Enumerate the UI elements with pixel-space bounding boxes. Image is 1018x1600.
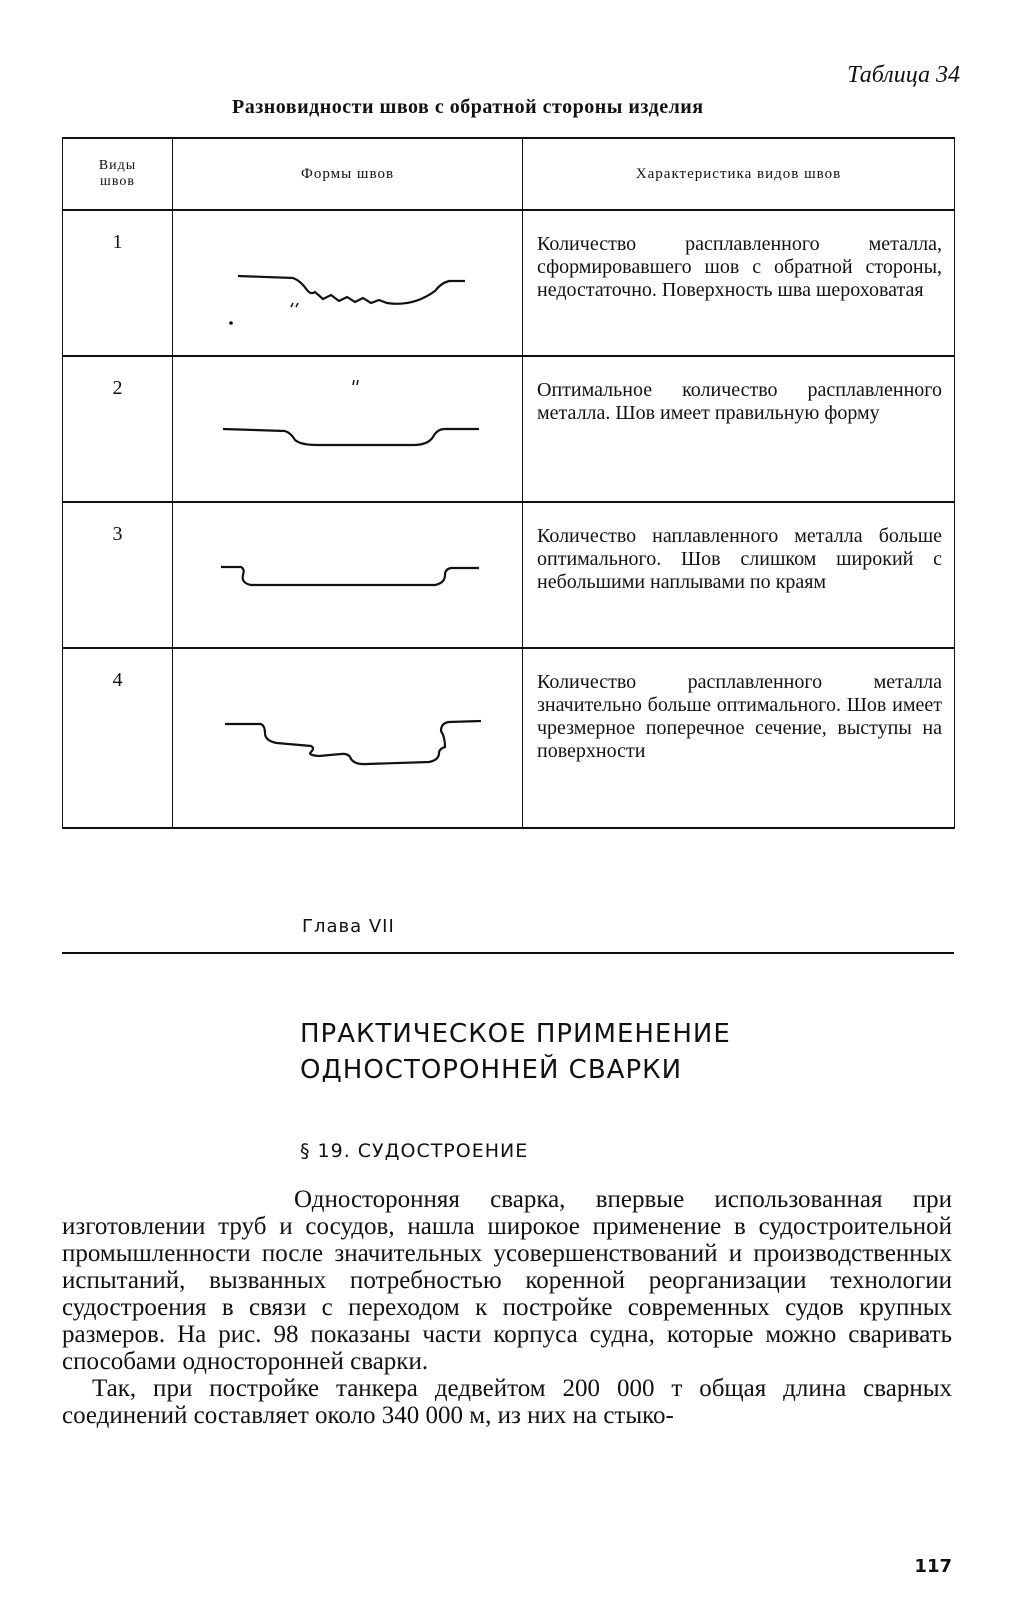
table-number: Таблица 34 — [847, 62, 960, 88]
shallow-rough-seam-icon — [173, 211, 523, 351]
table-row — [63, 210, 955, 356]
section-title: § 19. СУДОСТРОЕНИЕ — [300, 1140, 529, 1162]
chapter-title-line-1: ПРАКТИЧЕСКОЕ ПРИМЕНЕНИЕ — [300, 1019, 731, 1049]
chapter-label: Глава VII — [302, 916, 395, 937]
seam-description: Количество расплавленного металла значительно больше оптимального. Шов имеет чрезмерное поперечное сечение, выступы на поверхности — [523, 648, 955, 828]
header-seam-shapes: Формы швов — [173, 138, 523, 210]
paragraph: Односторонняя сварка, впервые использованная при изготовлении труб и сосудов, нашла широкое применение в судостроительной промышленности после значительных усовершенствований и производственных испытаний, вызванных потребностью коренной реорганизации технологии судостроения в связи с переходом к постройке современных судов крупных размеров. На рис. 98 показаны части корпуса судна, которые можно сваривать способами односторонней сварки. — [62, 1186, 952, 1375]
seam-description: Оптимальное количество расплавленного металла. Шов имеет правильную форму — [523, 356, 955, 502]
seam-number: 1 — [63, 210, 173, 356]
header-seam-types: Виды швов — [63, 138, 173, 210]
seam-number: 4 — [63, 648, 173, 828]
seam-number: 3 — [63, 502, 173, 648]
table-row — [63, 356, 955, 502]
seam-number: 2 — [63, 356, 173, 502]
chapter-title — [300, 1016, 731, 1088]
table-row — [63, 502, 955, 648]
optimal-seam-icon — [173, 357, 523, 497]
seam-types-table — [62, 137, 955, 829]
seam-description: Количество расплавленного металла, сформировавшего шов с обратной стороны, недостаточно. Поверхность шва шероховатая — [523, 210, 955, 356]
excessive-seam-icon — [173, 649, 523, 825]
seam-shape-drawing — [173, 356, 523, 502]
header-seam-characteristics: Характеристика видов швов — [523, 138, 955, 210]
table-title: Разновидности швов с обратной стороны изделия — [232, 96, 704, 118]
body-text — [62, 1186, 952, 1429]
wide-seam-icon — [173, 503, 523, 643]
paragraph: Так, при постройке танкера дедвейтом 200 000 т общая длина сварных соединений составляет около 340 000 м, из них на стыко- — [62, 1375, 952, 1429]
seam-description: Количество наплавленного металла больше оптимального. Шов слишком широкий с небольшими наплывами по краям — [523, 502, 955, 648]
table-header-row — [63, 138, 955, 210]
seam-shape-drawing — [173, 210, 523, 356]
table-row — [63, 648, 955, 828]
seam-shape-drawing — [173, 648, 523, 828]
seam-shape-drawing — [173, 502, 523, 648]
chapter-title-line-2: ОДНОСТОРОННЕЙ СВАРКИ — [300, 1055, 683, 1085]
page-number: 117 — [914, 1556, 952, 1577]
divider — [62, 952, 954, 954]
